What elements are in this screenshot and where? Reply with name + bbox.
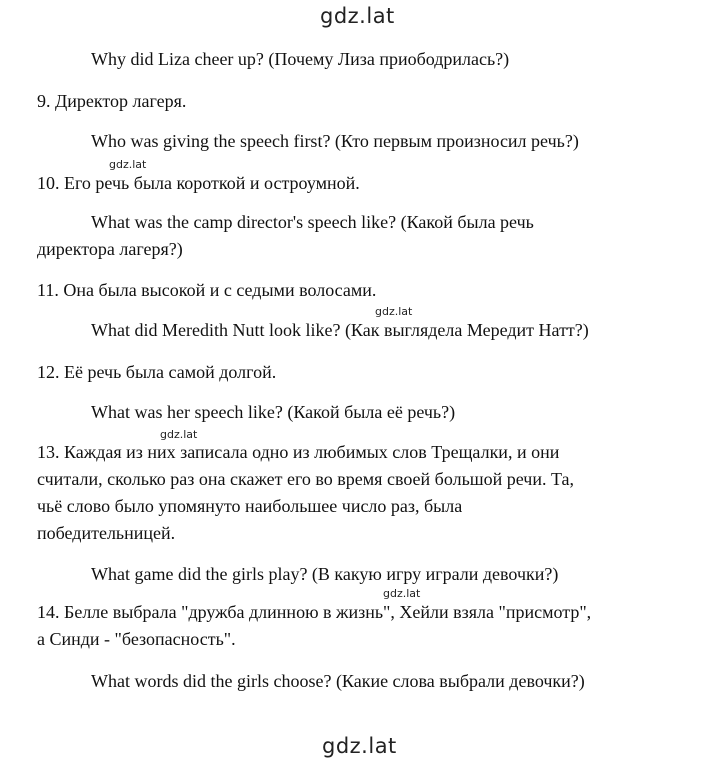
question-line-continued: директора лагеря?) — [37, 239, 183, 259]
answer-line-continued: чьё слово было упомянуто наибольшее число раз, была — [37, 496, 463, 516]
watermark-bottom: gdz.lat — [322, 734, 397, 758]
answer-line-continued: а Синди - "безопасность". — [37, 629, 236, 649]
answer-line: 12. Её речь была самой долгой. — [37, 362, 277, 382]
question-line: Who was giving the speech first? (Кто первым произносил речь?) — [91, 131, 579, 151]
question-line: What was her speech like? (Какой была её речь?) — [91, 402, 456, 422]
answer-line: 13. Каждая из них записала одно из любимых слов Трещалки, и они — [37, 442, 560, 462]
answer-line: 11. Она была высокой и с седыми волосами. — [37, 280, 377, 300]
answer-line-continued: считали, сколько раз она скажет его во время своей большой речи. Та, — [37, 469, 575, 489]
answer-line: 14. Белле выбрала "дружба длинною в жизнь", Хейли взяла "присмотр", — [37, 602, 592, 622]
question-line: What words did the girls choose? (Какие слова выбрали девочки?) — [91, 671, 585, 691]
watermark-small: gdz.lat — [109, 158, 147, 171]
watermark-small: gdz.lat — [375, 305, 413, 318]
answer-line: 9. Директор лагеря. — [37, 91, 187, 111]
watermark-top: gdz.lat — [320, 4, 395, 28]
watermark-small: gdz.lat — [383, 587, 421, 600]
question-line: What did Meredith Nutt look like? (Как выглядела Мередит Натт?) — [91, 320, 589, 340]
answer-line-continued: победительницей. — [37, 523, 176, 543]
answer-line: 10. Его речь была короткой и остроумной. — [37, 173, 360, 193]
question-line: What game did the girls play? (В какую игру играли девочки?) — [91, 564, 559, 584]
question-line: Why did Liza cheer up? (Почему Лиза приободрилась?) — [91, 49, 510, 69]
watermark-small: gdz.lat — [160, 428, 198, 441]
question-line: What was the camp director's speech like? (Какой была речь — [91, 212, 534, 232]
